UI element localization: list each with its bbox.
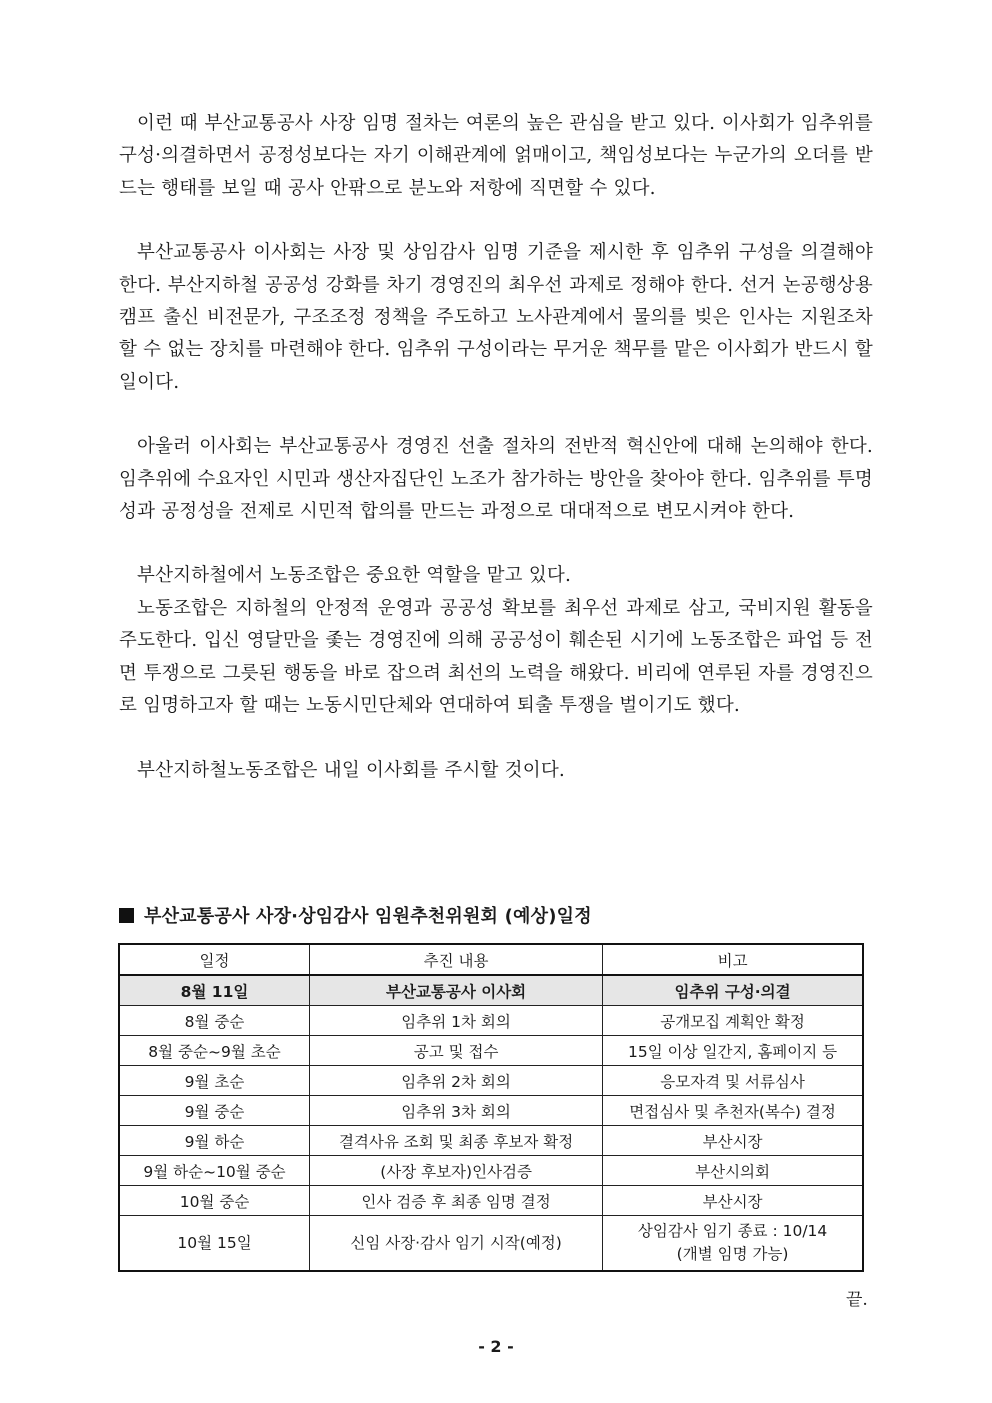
column-header: 추진 내용 [310, 944, 603, 975]
table-cell: 15일 이상 일간지, 홈페이지 등 [603, 1036, 863, 1066]
table-cell: 임추위 3차 회의 [310, 1096, 603, 1126]
table-row [119, 1036, 863, 1066]
table-header-row [119, 944, 863, 975]
table-row [119, 1126, 863, 1156]
table-row [119, 975, 863, 1006]
end-mark: 끝. [846, 1290, 868, 1310]
table-cell: 임추위 1차 회의 [310, 1006, 603, 1036]
table-row [119, 1066, 863, 1096]
paragraph-3: 아울러 이사회는 부산교통공사 경영진 선출 절차의 전반적 혁신안에 대해 논의해야 한다. 임추위에 수요자인 시민과 생산자집단인 노조가 참가하는 방안을 찾아야 한다. 임추위를 투명성과 공정성을 전제로 시민적 합의를 만드는 과정으로 대대적으로 변모시켜야 한다. [119, 436, 873, 523]
table-cell: 부산시장 [603, 1186, 863, 1216]
document-body [119, 108, 873, 787]
paragraph-2: 부산교통공사 이사회는 사장 및 상임감사 임명 기준을 제시한 후 임추위 구성을 의결해야 한다. 부산지하철 공공성 강화를 차기 경영진의 최우선 과제로 정해야 한다. 선거 논공행상용 캠프 출신 비전문가, 구조조정 정책을 주도하고 노사관계에서 물의를 빚은 인사는 지원조차 할 수 없는 장치를 마련해야 한다. 임추위 구성이라는 무거운 책무를 맡은 이사회가 반드시 할 일이다. [119, 242, 873, 393]
table-cell: 공개모집 계획안 확정 [603, 1006, 863, 1036]
paragraph-1: 이런 때 부산교통공사 사장 임명 절차는 여론의 높은 관심을 받고 있다. 이사회가 임추위를 구성·의결하면서 공정성보다는 자기 이해관계에 얽매이고, 책임성보다는 누군가의 오더를 받드는 행태를 보일 때 공사 안팎으로 분노와 저항에 직면할 수 있다. [119, 113, 873, 199]
table-cell: 면접심사 및 추천자(복수) 결정 [603, 1096, 863, 1126]
table-cell: 10월 중순 [119, 1186, 310, 1216]
table-cell: 임추위 2차 회의 [310, 1066, 603, 1096]
column-header: 비고 [603, 944, 863, 975]
table-cell: 9월 초순 [119, 1066, 310, 1096]
table-row [119, 1006, 863, 1036]
section-title [119, 902, 592, 928]
table-cell: 공고 및 접수 [310, 1036, 603, 1066]
table-cell [603, 1216, 863, 1272]
note-line-1: 상임감사 임기 종료 : 10/14 [637, 1222, 828, 1240]
table-row [119, 1216, 863, 1272]
table-cell: 응모자격 및 서류심사 [603, 1066, 863, 1096]
table-cell: 인사 검증 후 최종 임명 결정 [310, 1186, 603, 1216]
paragraph-6: 부산지하철노동조합은 내일 이사회를 주시할 것이다. [137, 759, 565, 781]
table-cell: 임추위 구성·의결 [603, 975, 863, 1006]
section-title-text: 부산교통공사 사장·상임감사 임원추천위원회 (예상)일정 [144, 906, 592, 927]
table-cell: 부산시장 [603, 1126, 863, 1156]
table-cell: 신임 사장·감사 임기 시작(예정) [310, 1216, 603, 1272]
table-cell: 8월 중순 [119, 1006, 310, 1036]
square-bullet-icon [119, 908, 134, 923]
table-cell: 부산시의회 [603, 1156, 863, 1186]
table-cell: 8월 중순~9월 초순 [119, 1036, 310, 1066]
paragraph-4: 부산지하철에서 노동조합은 중요한 역할을 맡고 있다. [137, 565, 572, 587]
note-line-2: (개별 임명 가능) [676, 1245, 789, 1263]
page-number: - 2 - [478, 1337, 514, 1356]
paragraph-5: 노동조합은 지하철의 안정적 운영과 공공성 확보를 최우선 과제로 삼고, 국비지원 활동을 주도한다. 입신 영달만을 좇는 경영진에 의해 공공성이 훼손된 시기에 노동조합은 파업 등 전면 투쟁으로 그릇된 행동을 바로 잡으려 최선의 노력을 해왔다. 비리에 연루된 자를 경영진으로 임명하고자 할 때는 노동시민단체와 연대하여 퇴출 투쟁을 벌이기도 했다. [119, 597, 873, 717]
table-cell: 부산교통공사 이사회 [310, 975, 603, 1006]
table-row [119, 1186, 863, 1216]
table-row [119, 1096, 863, 1126]
schedule-table [118, 943, 864, 1272]
table-cell: 9월 중순 [119, 1096, 310, 1126]
table-cell: 8월 11일 [119, 975, 310, 1006]
table-cell: (사장 후보자)인사검증 [310, 1156, 603, 1186]
table-row [119, 1156, 863, 1186]
table-cell: 결격사유 조회 및 최종 후보자 확정 [310, 1126, 603, 1156]
table-cell: 9월 하순~10월 중순 [119, 1156, 310, 1186]
column-header: 일정 [119, 944, 310, 975]
table-cell: 10월 15일 [119, 1216, 310, 1272]
table-cell: 9월 하순 [119, 1126, 310, 1156]
